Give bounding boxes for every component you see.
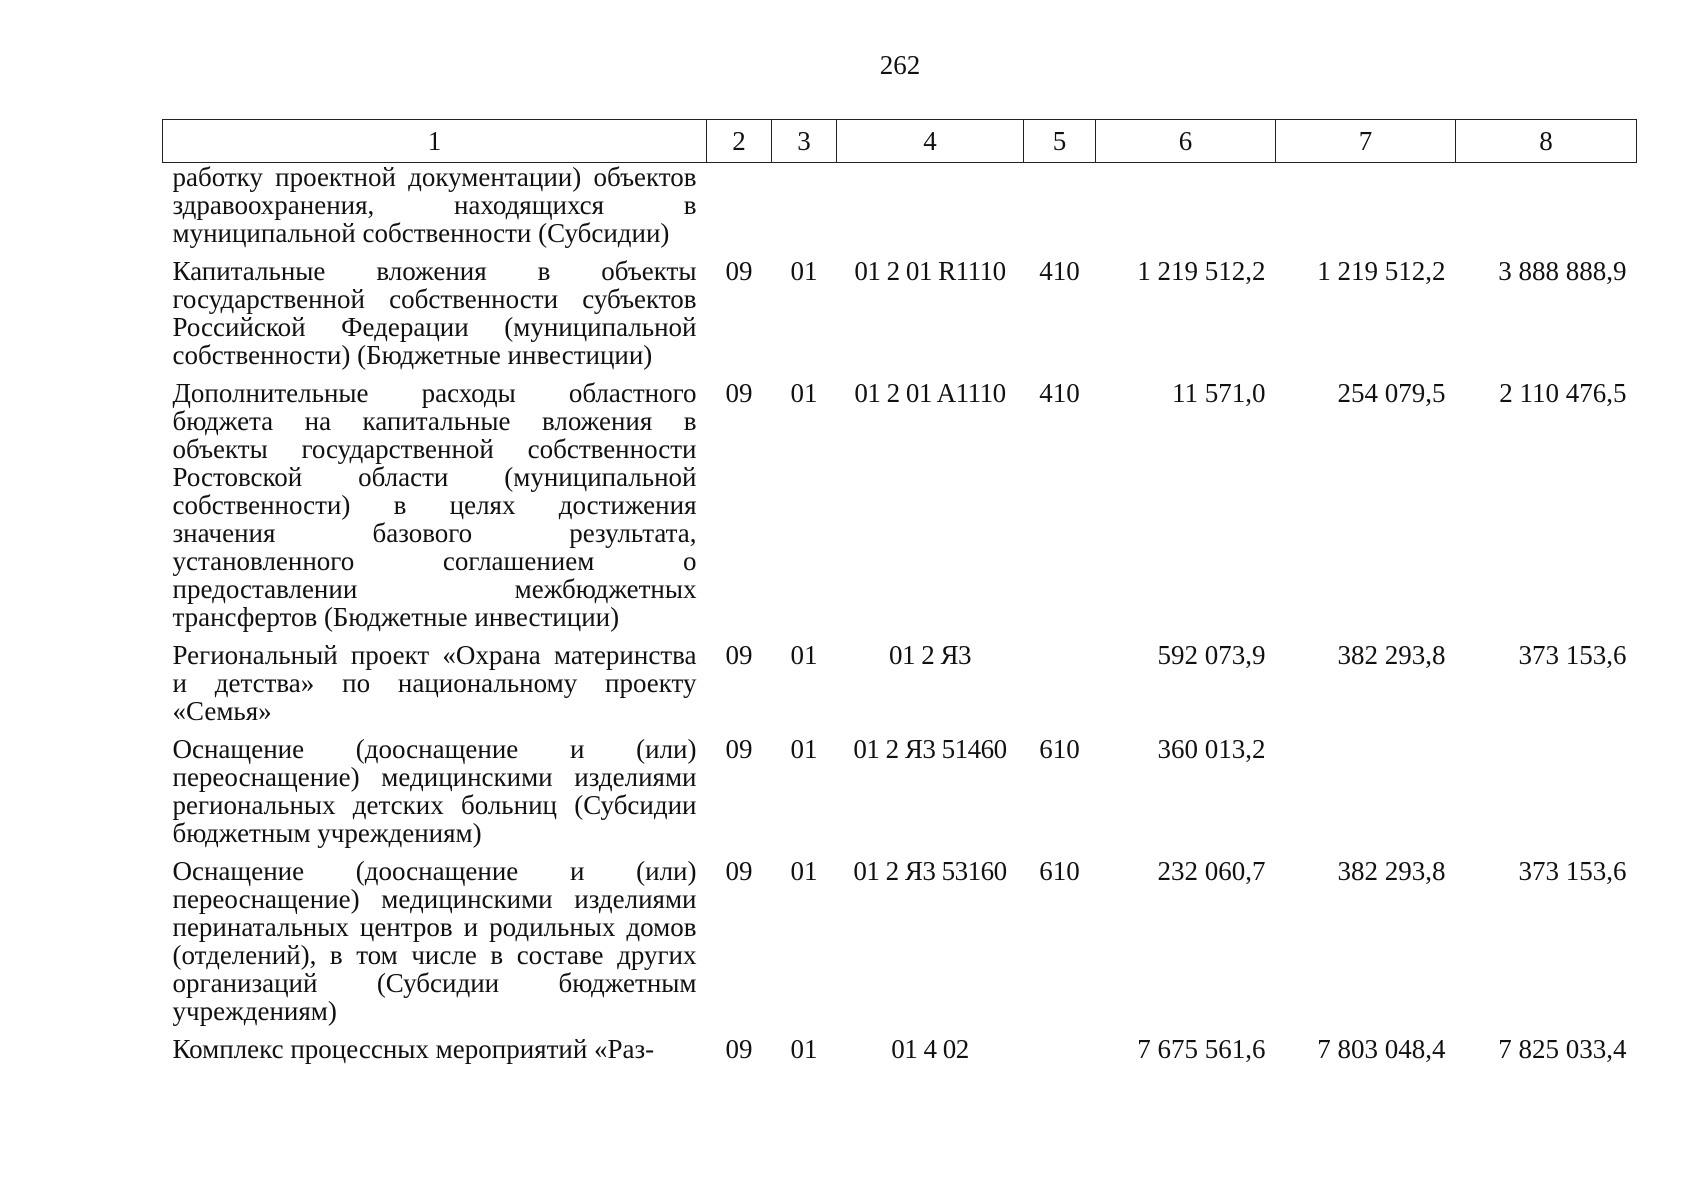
subsection-code: 01: [790, 1034, 818, 1064]
amount-col-8: 3 888 888,9: [1498, 256, 1627, 286]
amount-col-6: 592 073,9: [1157, 640, 1266, 670]
amount-col-6: 7 675 561,6: [1137, 1034, 1266, 1064]
row-description: Капитальные вложения в объекты государственной собственности субъектов Российской Федерации (муниципальной собственности) (Бюджетные инвестиции): [172, 256, 697, 370]
row-description: Оснащение (дооснащение и (или) переоснащение) медицинскими изделиями региональных детских больниц (Субсидии бюджетным учреждениям): [172, 734, 697, 848]
row-description: Региональный проект «Охрана материнства и детства» по национальному проекту «Семья»: [172, 640, 697, 726]
expense-type-code: [1024, 641, 1096, 735]
amount-col-8: [1456, 163, 1637, 258]
table-row: [163, 735, 1637, 857]
target-article-code: 01 2 Я3 51460: [853, 734, 1007, 764]
subsection-code: 01: [790, 640, 818, 670]
column-header: 4: [837, 120, 1024, 163]
amount-col-6: [1096, 163, 1276, 258]
expense-type-code: 610: [1039, 856, 1080, 886]
row-description: Дополнительные расходы областного бюджета на капитальные вложения в объекты государственной собственности Ростовской области (муниципальной собственности) в целях достижения значения базового результата, установленного соглашением о предоставлении межбюджетных трансфертов (Бюджетные инвестиции): [172, 378, 697, 632]
amount-col-7: 382 293,8: [1337, 640, 1446, 670]
amount-col-8: 373 153,6: [1518, 640, 1627, 670]
subsection-code: 01: [790, 378, 818, 408]
expense-type-code: 410: [1039, 378, 1080, 408]
section-code: 09: [725, 378, 753, 408]
table-row: [163, 641, 1637, 735]
table-row: [163, 1035, 1637, 1073]
target-article-code: 01 2 01 R1110: [854, 256, 1006, 286]
column-header: 8: [1456, 120, 1637, 163]
page-number: 262: [879, 50, 921, 80]
subsection-code: [772, 163, 837, 258]
expense-type-code: [1024, 1035, 1096, 1073]
target-article-code: 01 2 Я3: [888, 640, 971, 670]
column-header: 3: [772, 120, 837, 163]
section-code: 09: [725, 856, 753, 886]
header-row: [163, 120, 1637, 163]
amount-col-8: 7 825 033,4: [1498, 1034, 1627, 1064]
amount-col-8: [1456, 735, 1637, 857]
target-article-code: 01 2 Я3 53160: [853, 856, 1007, 886]
section-code: 09: [725, 1034, 753, 1064]
amount-col-6: 1 219 512,2: [1137, 256, 1266, 286]
budget-table: [162, 119, 1637, 1073]
column-header: 5: [1024, 120, 1096, 163]
expense-type-code: [1024, 163, 1096, 258]
amount-col-7: [1276, 735, 1456, 857]
expense-type-code: 610: [1039, 734, 1080, 764]
table-row: [163, 257, 1637, 379]
target-article-code: 01 4 02: [891, 1034, 969, 1064]
subsection-code: 01: [790, 734, 818, 764]
section-code: 09: [725, 640, 753, 670]
column-header: 7: [1276, 120, 1456, 163]
target-article-code: 01 2 01 A1110: [854, 378, 1006, 408]
section-code: 09: [725, 256, 753, 286]
row-description: Оснащение (дооснащение и (или) переоснащение) медицинскими изделиями перинатальных центров и родильных домов (отделений), в том числе в составе других организаций (Субсидии бюджетным учреждениям): [172, 856, 697, 1026]
amount-col-7: 1 219 512,2: [1317, 256, 1446, 286]
amount-col-7: 382 293,8: [1337, 856, 1446, 886]
section-code: [707, 163, 772, 258]
row-description: работку проектной документации) объектов здравоохранения, находящихся в муниципальной собственности (Субсидии): [172, 162, 697, 248]
amount-col-7: 7 803 048,4: [1317, 1034, 1446, 1064]
table-row: [163, 857, 1637, 1035]
column-header: 1: [163, 120, 707, 163]
target-article-code: [837, 163, 1024, 258]
row-description: Комплекс процессных мероприятий «Раз-: [172, 1034, 655, 1064]
amount-col-6: 11 571,0: [1172, 378, 1266, 408]
section-code: 09: [725, 734, 753, 764]
amount-col-7: [1276, 163, 1456, 258]
amount-col-6: 232 060,7: [1157, 856, 1266, 886]
amount-col-6: 360 013,2: [1157, 734, 1266, 764]
subsection-code: 01: [790, 856, 818, 886]
table-row: [163, 163, 1637, 258]
table-row: [163, 379, 1637, 641]
amount-col-7: 254 079,5: [1337, 378, 1446, 408]
subsection-code: 01: [790, 256, 818, 286]
expense-type-code: 410: [1039, 256, 1080, 286]
amount-col-8: 2 110 476,5: [1499, 378, 1627, 408]
column-header: 2: [707, 120, 772, 163]
column-header: 6: [1096, 120, 1276, 163]
amount-col-8: 373 153,6: [1518, 856, 1627, 886]
